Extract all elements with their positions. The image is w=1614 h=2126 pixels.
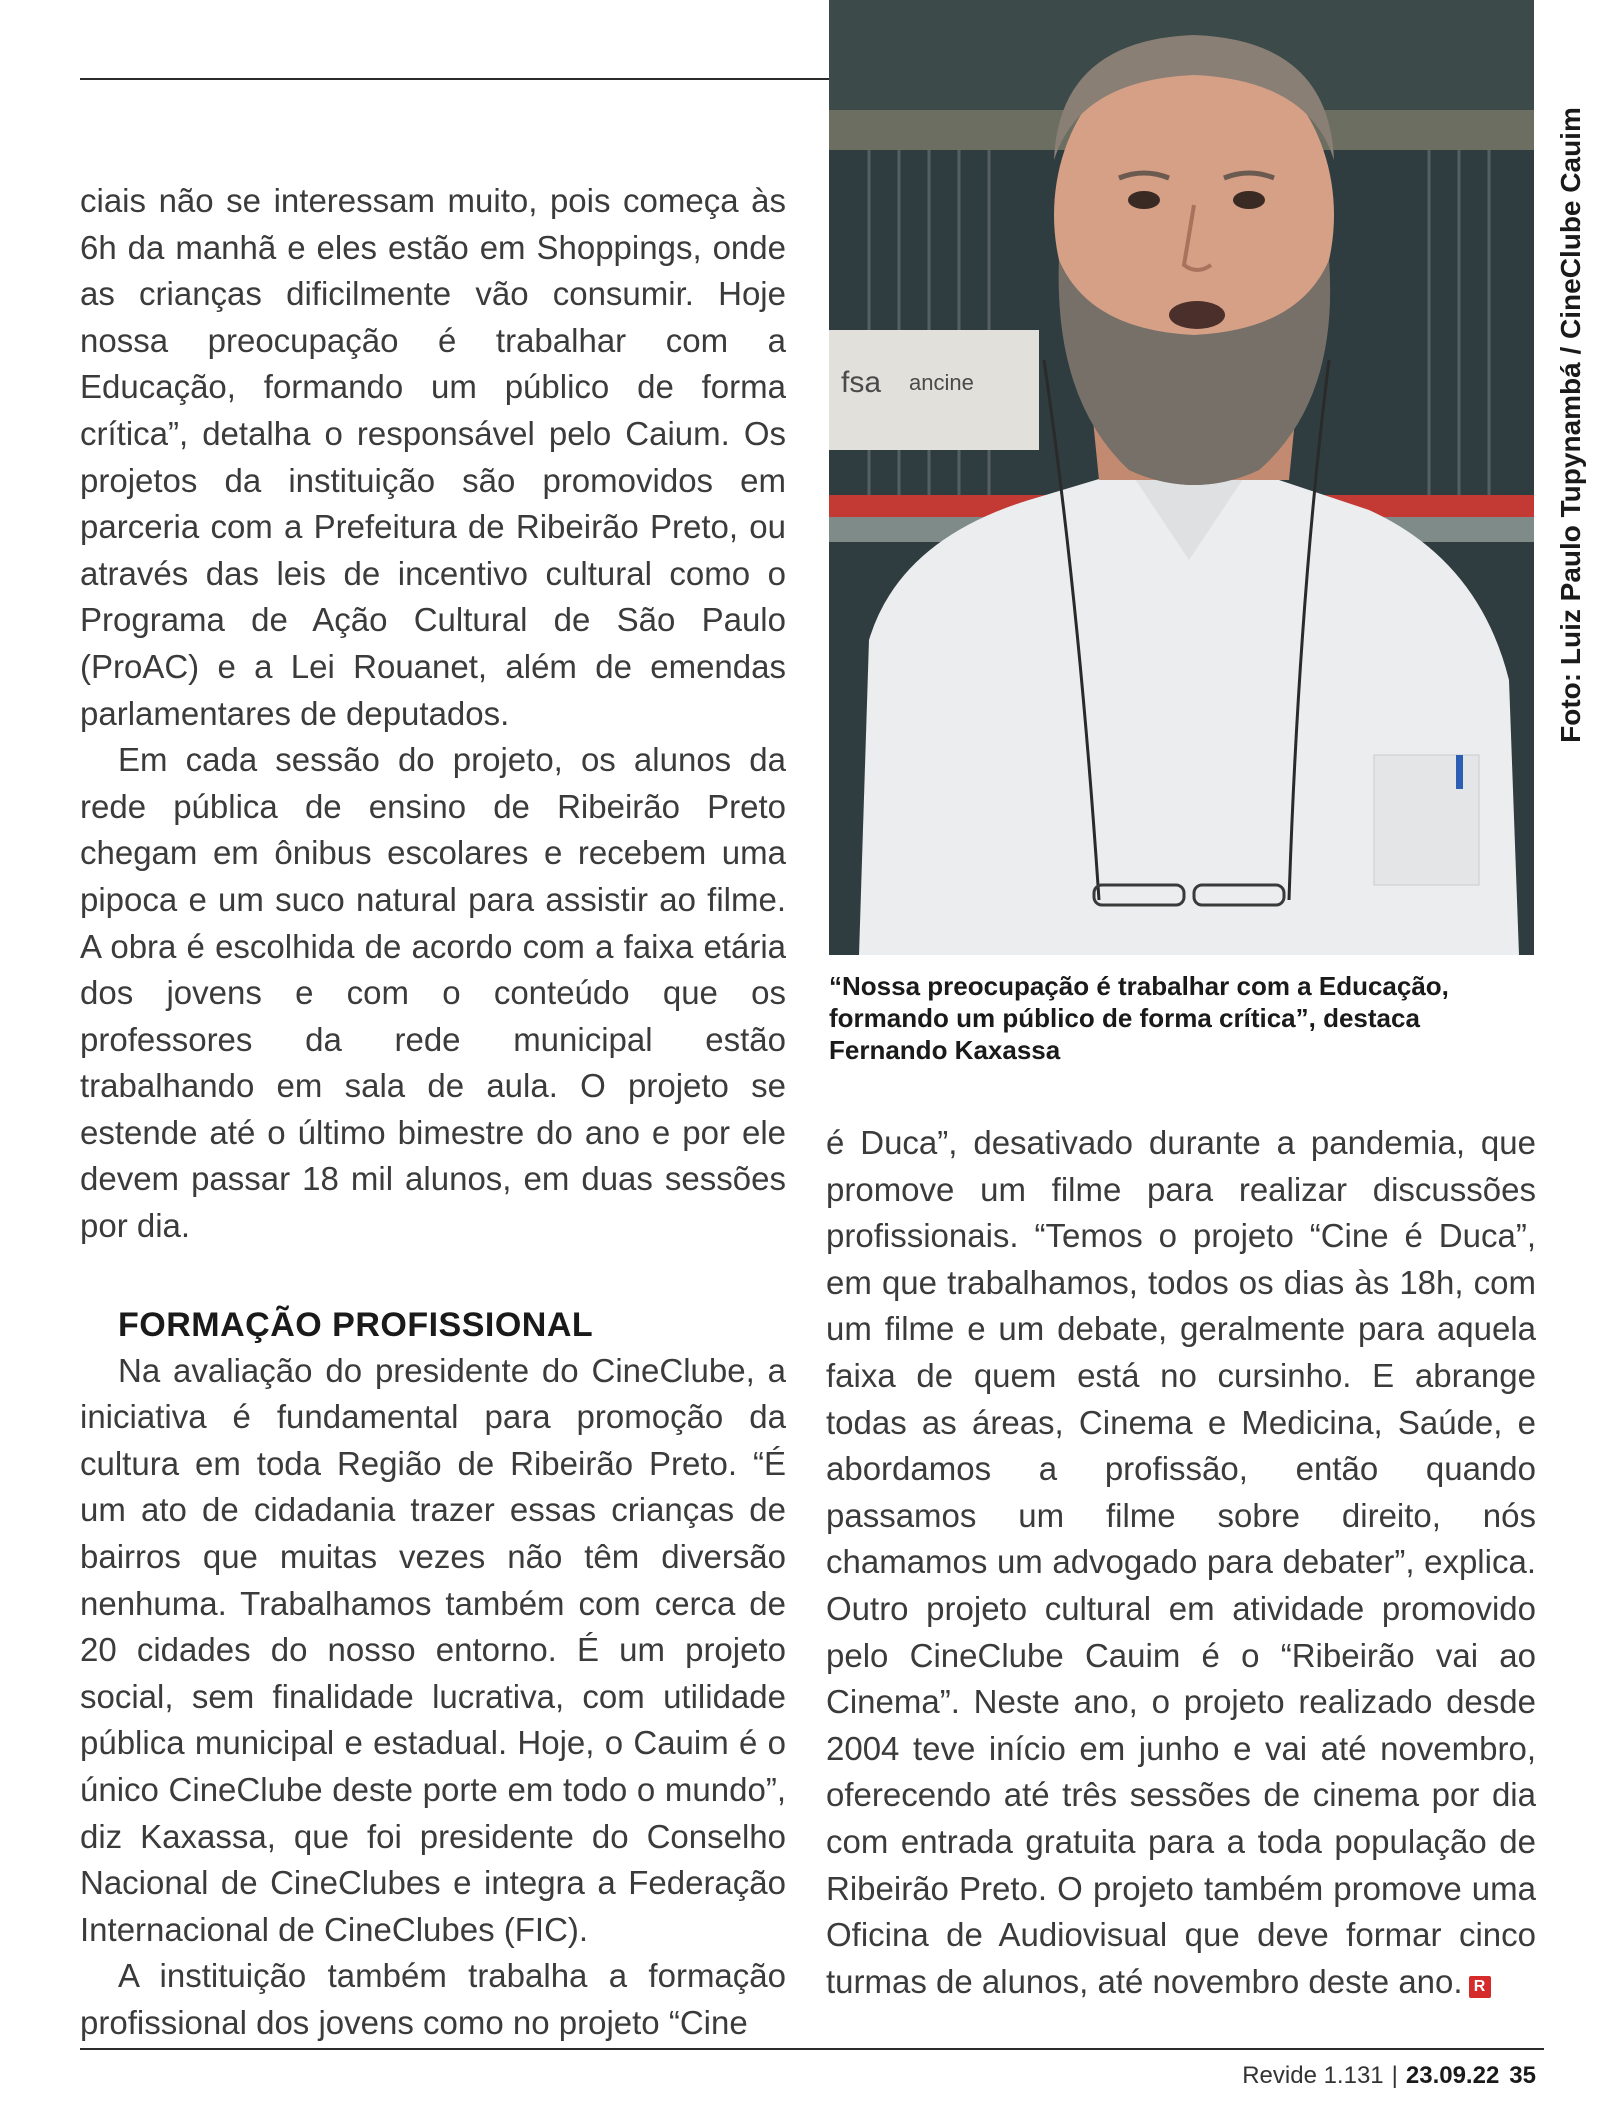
paragraph: Na avaliação do presidente do CineClube, a iniciativa é fundamental para promoção da cultura em toda Região de Ribeirão Preto. “É um ato de cidadania trazer essas crianças de bairros que muitas vezes não têm diversão nenhuma. Trabalhamos também com cerca de 20 cidades do nosso entorno. É um projeto social, sem finalidade lucrativa, com utilidade pública municipal e estadual. Hoje, o Cauim é o único CineClube deste porte em todo o mundo”, diz Kaxassa, que foi presidente do Conselho Nacional de CineClubes e integra a Federação Internacional de CineClubes (FIC). [80, 1351, 786, 1948]
article-column-left [80, 178, 786, 2047]
photo-credit-text: Foto: Luiz Paulo Tupynambá / CineClube Cauim [1555, 107, 1586, 743]
page-number: 35 [1509, 2062, 1536, 2089]
magazine-issue: Revide 1.131 [1242, 2062, 1384, 2089]
end-of-article-mark: R [1469, 1976, 1491, 1998]
page-footer [1242, 2062, 1536, 2090]
paragraph-text: é Duca”, desativado durante a pandemia, que promove um filme para realizar discussões profissionais. “Temos o projeto “Cine é Duca”, em que trabalhamos, todos os dias às 18h, com um filme e um debate, geralmente para aquela faixa de quem está no cursinho. E abrange todas as áreas, Cinema e Medicina, Saúde, e abordamos a profissão, então quando passamos um filme sobre direito, nós chamamos um advogado para debater”, explica. Outro projeto cultural em atividade promovido pelo CineClube Cauim é o “Ribeirão vai ao Cinema”. Neste ano, o projeto realizado desde 2004 teve início em junho e vai até novembro, oferecendo até três sessões de cinema por dia com entrada gratuita para a toda população de Ribeirão Preto. O projeto também promove uma Oficina de Audiovisual que deve formar cinco turmas de alunos, até novembro deste ano. [826, 1124, 1536, 2000]
sign-text-fsa: fsa [841, 366, 882, 399]
bottom-rule [80, 2048, 1544, 2050]
sign-text-ancine: ancine [909, 370, 974, 395]
paragraph: ciais não se interessam muito, pois começa às 6h da manhã e eles estão em Shoppings, onde as crianças dificilmente vão consumir. Hoje nossa preocupação é trabalhar com a Educação, formando um público de forma crítica”, detalha o responsável pelo Caium. Os projetos da instituição são promovidos em parceria com a Prefeitura de Ribeirão Preto, ou através das leis de incentivo cultural como o Programa de Ação Cultural de São Paulo (ProAC) e a Lei Rouanet, além de emendas parlamentares de deputados. [80, 182, 786, 732]
paragraph [826, 1120, 1536, 2005]
footer-separator: | [1391, 2062, 1398, 2089]
paragraph: Em cada sessão do projeto, os alunos da rede pública de ensino de Ribeirão Preto chegam em ônibus escolares e recebem uma pipoca e um suco natural para assistir ao filme. A obra é escolhida de acordo com a faixa etária dos jovens e com o conteúdo que os professores da rede municipal estão trabalhando em sala de aula. O projeto se estende até o último bimestre do ano e por ele devem passar 18 mil alunos, em duas sessões por dia. [80, 741, 786, 1245]
issue-date: 23.09.22 [1405, 2062, 1500, 2089]
article-column-right [826, 1120, 1536, 2005]
portrait-photo [829, 0, 1534, 955]
portrait-illustration [829, 0, 1534, 955]
photo-caption: “Nossa preocupação é trabalhar com a Educação, formando um público de forma crítica”, destaca Fernando Kaxassa [829, 971, 1449, 1065]
photo-credit [1552, 85, 1590, 765]
section-heading: FORMAÇÃO PROFISSIONAL [118, 1305, 594, 1344]
top-rule [80, 78, 832, 80]
paragraph: A instituição também trabalha a formação profissional dos jovens como no projeto “Cine [80, 1957, 786, 2041]
